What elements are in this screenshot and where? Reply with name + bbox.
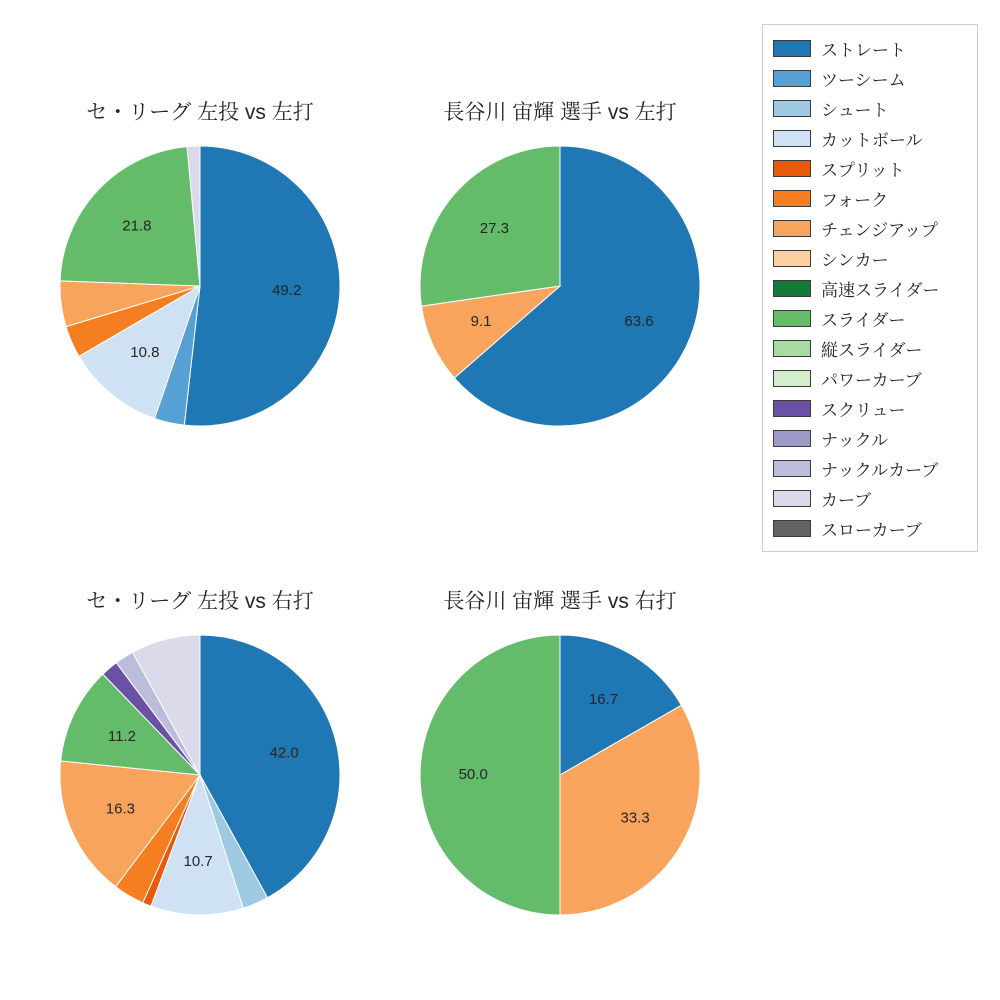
legend-item xyxy=(773,63,967,93)
legend-swatch-curve xyxy=(773,490,811,507)
pie-slice-label: 49.2 xyxy=(272,281,302,299)
pie-slice xyxy=(420,635,560,915)
legend-swatch-power-curve xyxy=(773,370,811,387)
pie-slice-label: 9.1 xyxy=(470,313,492,331)
pie-svg-league-vs-left xyxy=(20,126,380,446)
pie-slice-label: 10.7 xyxy=(183,852,213,870)
pie-slice-label: 27.3 xyxy=(479,220,510,238)
legend-item xyxy=(773,153,967,183)
legend-item xyxy=(773,513,967,543)
legend-swatch-vertical-slider xyxy=(773,340,811,357)
legend-label-curve: カーブ xyxy=(821,490,872,510)
legend-swatch-slow-curve xyxy=(773,520,811,537)
pie-slice-label: 63.6 xyxy=(624,312,654,330)
chart-cell-player-vs-left xyxy=(380,96,740,446)
chart-cell-player-vs-right xyxy=(380,585,740,935)
pie-league-vs-right xyxy=(20,615,380,935)
legend-swatch-cutball xyxy=(773,130,811,147)
legend-item xyxy=(773,243,967,273)
pie-slice-label: 50.0 xyxy=(458,765,488,783)
pie-svg-player-vs-left xyxy=(380,126,740,446)
legend-label-straight: ストレート xyxy=(821,40,906,60)
legend-label-vertical-slider: 縦スライダー xyxy=(821,340,923,360)
legend-item xyxy=(773,303,967,333)
pie-slice-label: 21.8 xyxy=(122,217,152,235)
legend-swatch-fast-slider xyxy=(773,280,811,297)
chart-cell-league-vs-left xyxy=(20,96,380,446)
legend-label-changeup: チェンジアップ xyxy=(821,220,938,240)
pie-svg-player-vs-right xyxy=(380,615,740,935)
pie-slice-label: 11.2 xyxy=(107,728,136,746)
legend-swatch-twoseam xyxy=(773,70,811,87)
legend-item xyxy=(773,33,967,63)
legend-item xyxy=(773,93,967,123)
pie-svg-league-vs-right xyxy=(20,615,380,935)
chart-title-league-vs-right: セ・リーグ 左投 vs 右打 xyxy=(86,590,314,613)
legend-swatch-changeup xyxy=(773,220,811,237)
legend-label-split: スプリット xyxy=(821,160,905,180)
legend-item xyxy=(773,363,967,393)
legend-swatch-straight xyxy=(773,40,811,57)
legend-swatch-knuckle xyxy=(773,430,811,447)
legend-swatch-sinker xyxy=(773,250,811,267)
legend-item xyxy=(773,453,967,483)
legend-item xyxy=(773,213,967,243)
legend-item xyxy=(773,333,967,363)
legend xyxy=(762,24,978,552)
pie-slice xyxy=(60,147,200,286)
legend-label-fork: フォーク xyxy=(821,190,889,210)
legend-swatch-screw xyxy=(773,400,811,417)
legend-item xyxy=(773,483,967,513)
pie-slice-label: 33.3 xyxy=(620,809,650,827)
legend-label-fast-slider: 高速スライダー xyxy=(821,280,940,300)
legend-label-twoseam: ツーシーム xyxy=(821,70,906,90)
legend-swatch-knuckle-curve xyxy=(773,460,811,477)
legend-item xyxy=(773,393,967,423)
legend-swatch-fork xyxy=(773,190,811,207)
pie-slice-label: 16.3 xyxy=(105,800,136,818)
legend-label-power-curve: パワーカーブ xyxy=(821,370,922,390)
pie-slice xyxy=(184,146,340,426)
legend-swatch-shoot xyxy=(773,100,811,117)
pie-slice-label: 42.0 xyxy=(269,744,299,762)
legend-item xyxy=(773,123,967,153)
legend-item xyxy=(773,423,967,453)
legend-item xyxy=(773,273,967,303)
pie-player-vs-left xyxy=(380,126,740,446)
chart-title-league-vs-left: セ・リーグ 左投 vs 左打 xyxy=(86,101,314,124)
pie-player-vs-right xyxy=(380,615,740,935)
legend-label-knuckle-curve: ナックルカーブ xyxy=(821,460,939,480)
legend-label-cutball: カットボール xyxy=(821,130,923,150)
legend-item xyxy=(773,183,967,213)
legend-label-sinker: シンカー xyxy=(821,250,889,270)
pie-league-vs-left xyxy=(20,126,380,446)
legend-label-slow-curve: スローカーブ xyxy=(821,520,922,540)
legend-label-shoot: シュート xyxy=(821,100,889,120)
legend-label-screw: スクリュー xyxy=(821,400,906,420)
legend-label-knuckle: ナックル xyxy=(821,430,889,450)
legend-swatch-slider xyxy=(773,310,811,327)
pie-slice-label: 10.8 xyxy=(130,344,160,362)
legend-label-slider: スライダー xyxy=(821,310,906,330)
chart-title-player-vs-right: 長谷川 宙輝 選手 vs 右打 xyxy=(443,590,677,613)
pie-slice-label: 16.7 xyxy=(588,690,619,708)
legend-swatch-split xyxy=(773,160,811,177)
chart-cell-league-vs-right xyxy=(20,585,380,935)
chart-title-player-vs-left: 長谷川 宙輝 選手 vs 左打 xyxy=(443,101,677,124)
